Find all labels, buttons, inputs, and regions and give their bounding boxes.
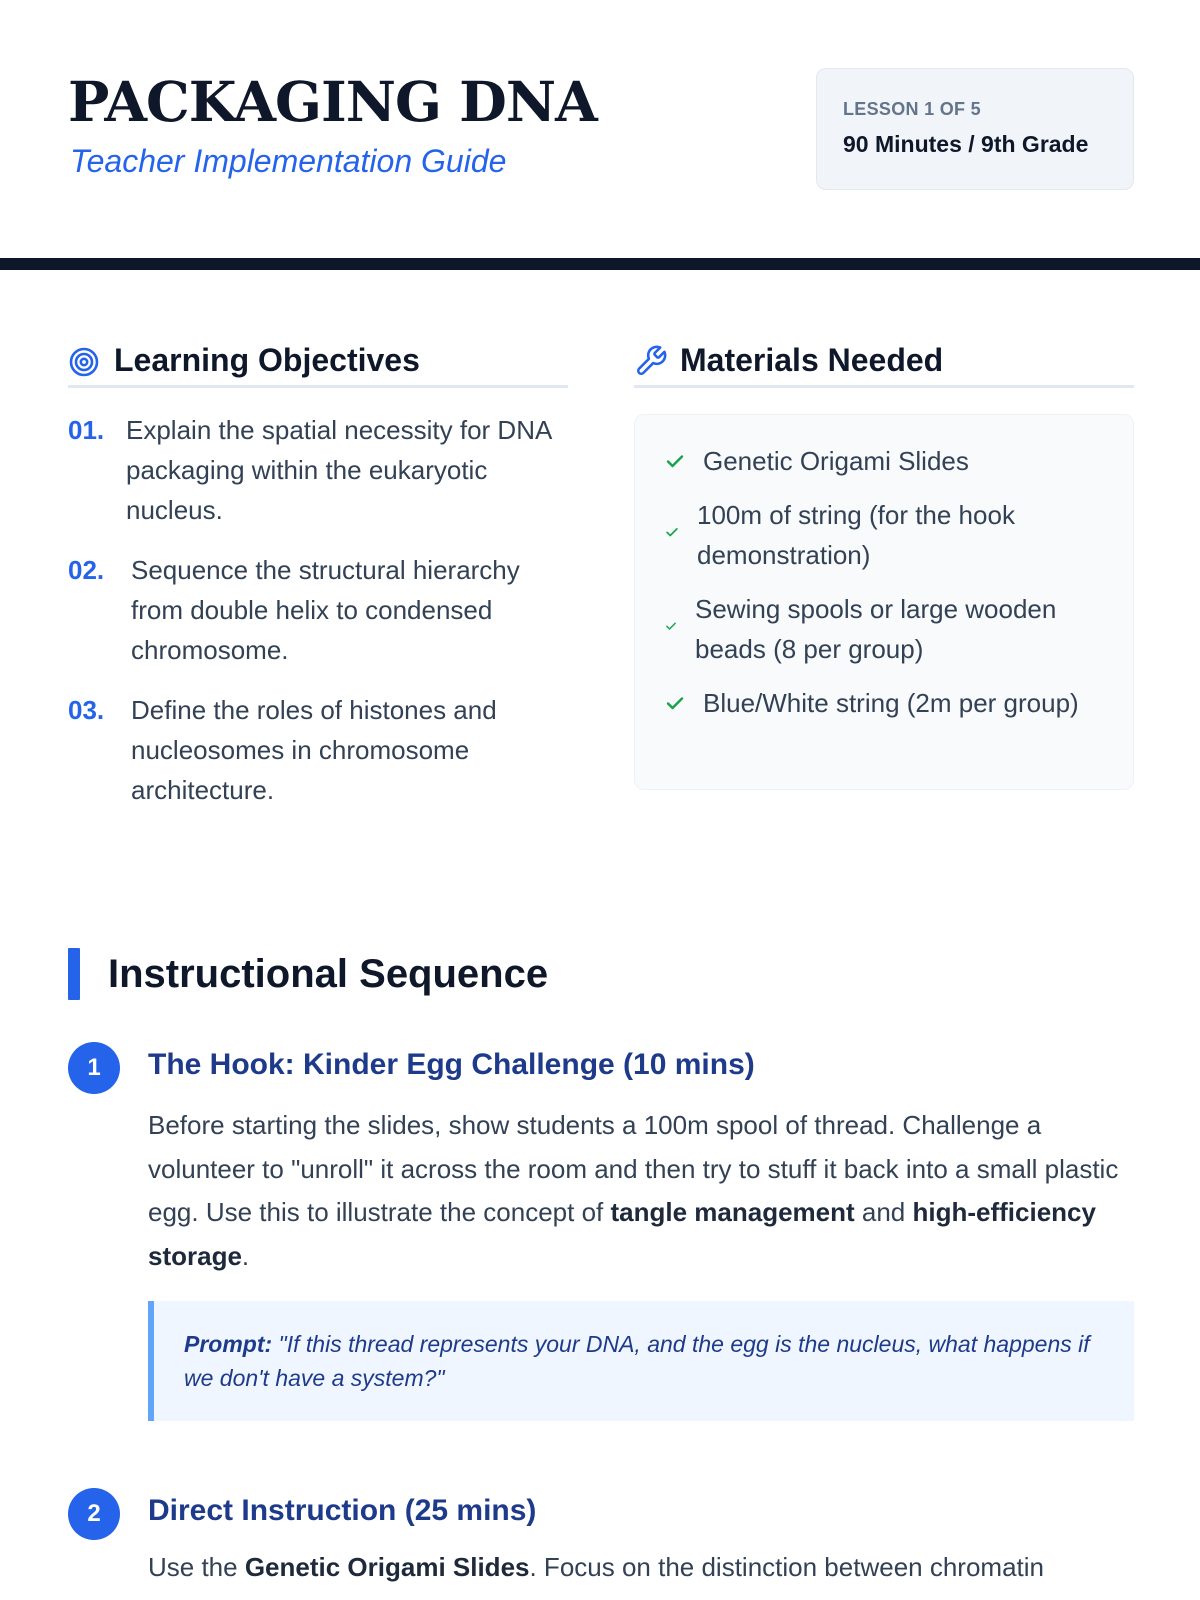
step-text: and bbox=[854, 1197, 913, 1227]
materials-heading bbox=[634, 340, 1134, 388]
objective-number: 02. bbox=[68, 555, 105, 585]
objective-item bbox=[68, 690, 568, 810]
materials-heading-text: Materials Needed bbox=[680, 342, 944, 378]
objectives-list bbox=[68, 410, 568, 830]
step-text: . Focus on the distinction between chromatin bbox=[529, 1552, 1044, 1582]
target-icon bbox=[68, 344, 102, 378]
step-title: Direct Instruction (25 mins) bbox=[148, 1494, 537, 1527]
step-emphasis: high-efficiency storage bbox=[148, 1197, 1096, 1271]
material-item bbox=[665, 495, 1105, 575]
objective-number: 01. bbox=[68, 415, 105, 445]
step-title: The Hook: Kinder Egg Challenge (10 mins) bbox=[148, 1048, 755, 1081]
objective-number: 03. bbox=[68, 695, 105, 725]
check-icon bbox=[665, 693, 685, 713]
step-number-badge: 2 bbox=[68, 1488, 120, 1540]
lesson-info-card bbox=[816, 68, 1134, 190]
check-icon bbox=[665, 451, 685, 471]
wrench-icon bbox=[634, 344, 668, 378]
sequence-heading-text: Instructional Sequence bbox=[108, 952, 549, 996]
lesson-number: LESSON 1 OF 5 bbox=[843, 99, 981, 119]
materials-list bbox=[665, 441, 1105, 723]
prompt-label: Prompt: bbox=[184, 1331, 273, 1357]
material-item bbox=[665, 441, 1105, 481]
objective-item bbox=[68, 550, 568, 670]
step-emphasis: Genetic Origami Slides bbox=[244, 1552, 530, 1582]
lesson-duration-grade: 90 Minutes / 9th Grade bbox=[843, 131, 1089, 157]
teacher-prompt-callout bbox=[148, 1301, 1134, 1421]
page-subtitle: Teacher Implementation Guide bbox=[70, 143, 507, 179]
objective-text: Explain the spatial necessity for DNA packaging within the eukaryotic nucleus. bbox=[126, 415, 551, 525]
step-emphasis: tangle management bbox=[610, 1197, 855, 1227]
material-text: Genetic Origami Slides bbox=[703, 446, 969, 476]
material-item bbox=[665, 589, 1105, 669]
section-accent-bar bbox=[68, 948, 80, 1000]
objective-text: Define the roles of histones and nucleosomes in chromosome architecture. bbox=[131, 695, 497, 805]
step-text: . bbox=[241, 1240, 250, 1271]
header-divider bbox=[0, 258, 1200, 270]
objectives-heading bbox=[68, 340, 568, 388]
prompt-text: "If this thread represents your DNA, and the egg is the nucleus, what happens if we don't have a system?" bbox=[184, 1331, 1090, 1391]
check-icon bbox=[665, 525, 679, 545]
step-description bbox=[148, 1546, 1134, 1590]
check-icon bbox=[665, 619, 677, 639]
objectives-heading-text: Learning Objectives bbox=[114, 342, 420, 378]
objective-text: Sequence the structural hierarchy from double helix to condensed chromosome. bbox=[131, 555, 520, 665]
materials-card bbox=[634, 414, 1134, 790]
material-text: Sewing spools or large wooden beads (8 per group) bbox=[695, 594, 1057, 664]
step-number-badge: 1 bbox=[68, 1042, 120, 1094]
material-item bbox=[665, 683, 1105, 723]
step-text: Before starting the slides, show students a 100m spool of thread. Challenge a volunteer to "unroll" it across the room and then try to stuff it back into a small plastic egg. Use this to illustrate the concept of bbox=[148, 1110, 1119, 1227]
page-title: PACKAGING DNA bbox=[68, 69, 597, 134]
step-text: Use the bbox=[148, 1552, 245, 1582]
material-text: 100m of string (for the hook demonstration) bbox=[697, 500, 1015, 570]
step-description bbox=[148, 1104, 1134, 1278]
page-header bbox=[0, 0, 1200, 270]
material-text: Blue/White string (2m per group) bbox=[703, 688, 1079, 718]
objective-item bbox=[68, 410, 568, 530]
